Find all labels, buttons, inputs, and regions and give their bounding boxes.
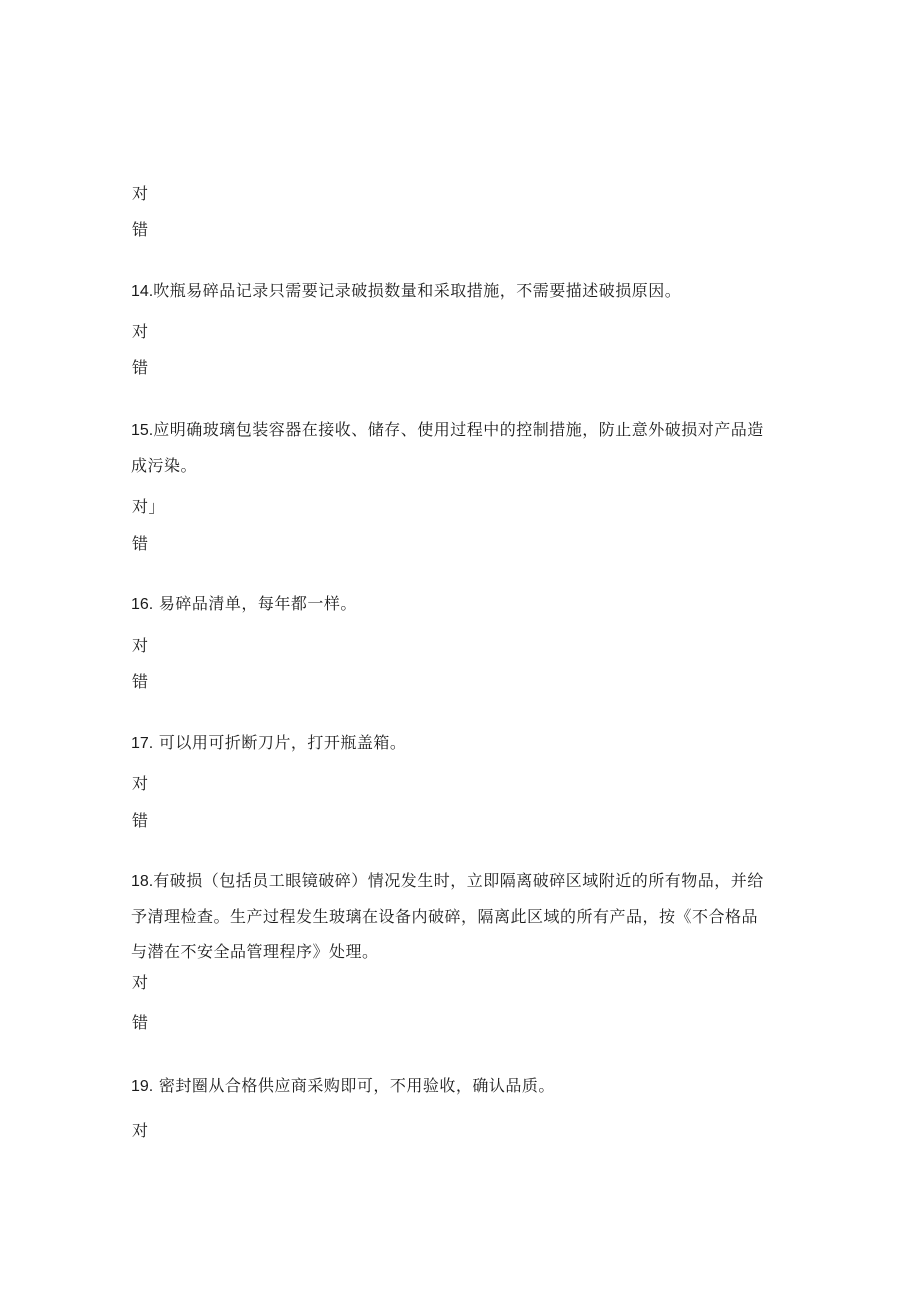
- answer-option-true: 对: [132, 1121, 149, 1140]
- answer-option-false: 错: [132, 534, 149, 553]
- answer-option-true: 对: [132, 184, 149, 203]
- answer-option-false: 错: [132, 220, 149, 239]
- answer-option-true: 对」: [132, 497, 166, 516]
- question-text-line: 予清理检查。生产过程发生玻璃在设备内破碎，隔离此区域的所有产品，按《不合格品: [131, 907, 759, 926]
- question-text: 易碎品清单，每年都一样。: [153, 594, 357, 613]
- answer-option-true: 对: [132, 973, 149, 992]
- question-text: 密封圈从合格供应商采购即可，不用验收，确认品质。: [153, 1076, 555, 1095]
- question-number: 16.: [131, 596, 154, 613]
- answer-option-false: 错: [132, 358, 149, 377]
- question-17: [131, 733, 406, 754]
- answer-option-false: 错: [132, 1013, 149, 1032]
- question-text-line: 成污染。: [131, 456, 198, 475]
- question-14: [131, 281, 681, 302]
- question-number: 15.: [131, 422, 154, 439]
- question-16: [131, 594, 357, 615]
- question-text: 吹瓶易碎品记录只需要记录破损数量和采取措施，不需要描述破损原因。: [153, 281, 682, 300]
- question-18: [131, 871, 764, 892]
- answer-option-true: 对: [132, 636, 149, 655]
- question-number: 14.: [131, 283, 154, 300]
- question-number: 19.: [131, 1078, 154, 1095]
- answer-option-true: 对: [132, 322, 149, 341]
- question-number: 18.: [131, 873, 154, 890]
- question-text: 应明确玻璃包装容器在接收、储存、使用过程中的控制措施，防止意外破损对产品造: [153, 420, 764, 439]
- question-15: [131, 420, 764, 441]
- question-text: 有破损（包括员工眼镜破碎）情况发生时，立即隔离破碎区域附近的所有物品，并给: [153, 871, 764, 890]
- question-text: 可以用可折断刀片，打开瓶盖箱。: [153, 733, 407, 752]
- question-number: 17.: [131, 735, 154, 752]
- question-text-line: 与潜在不安全品管理程序》处理。: [131, 942, 379, 961]
- answer-option-false: 错: [132, 811, 149, 830]
- question-19: [131, 1076, 555, 1097]
- answer-option-false: 错: [132, 672, 149, 691]
- answer-option-true: 对: [132, 774, 149, 793]
